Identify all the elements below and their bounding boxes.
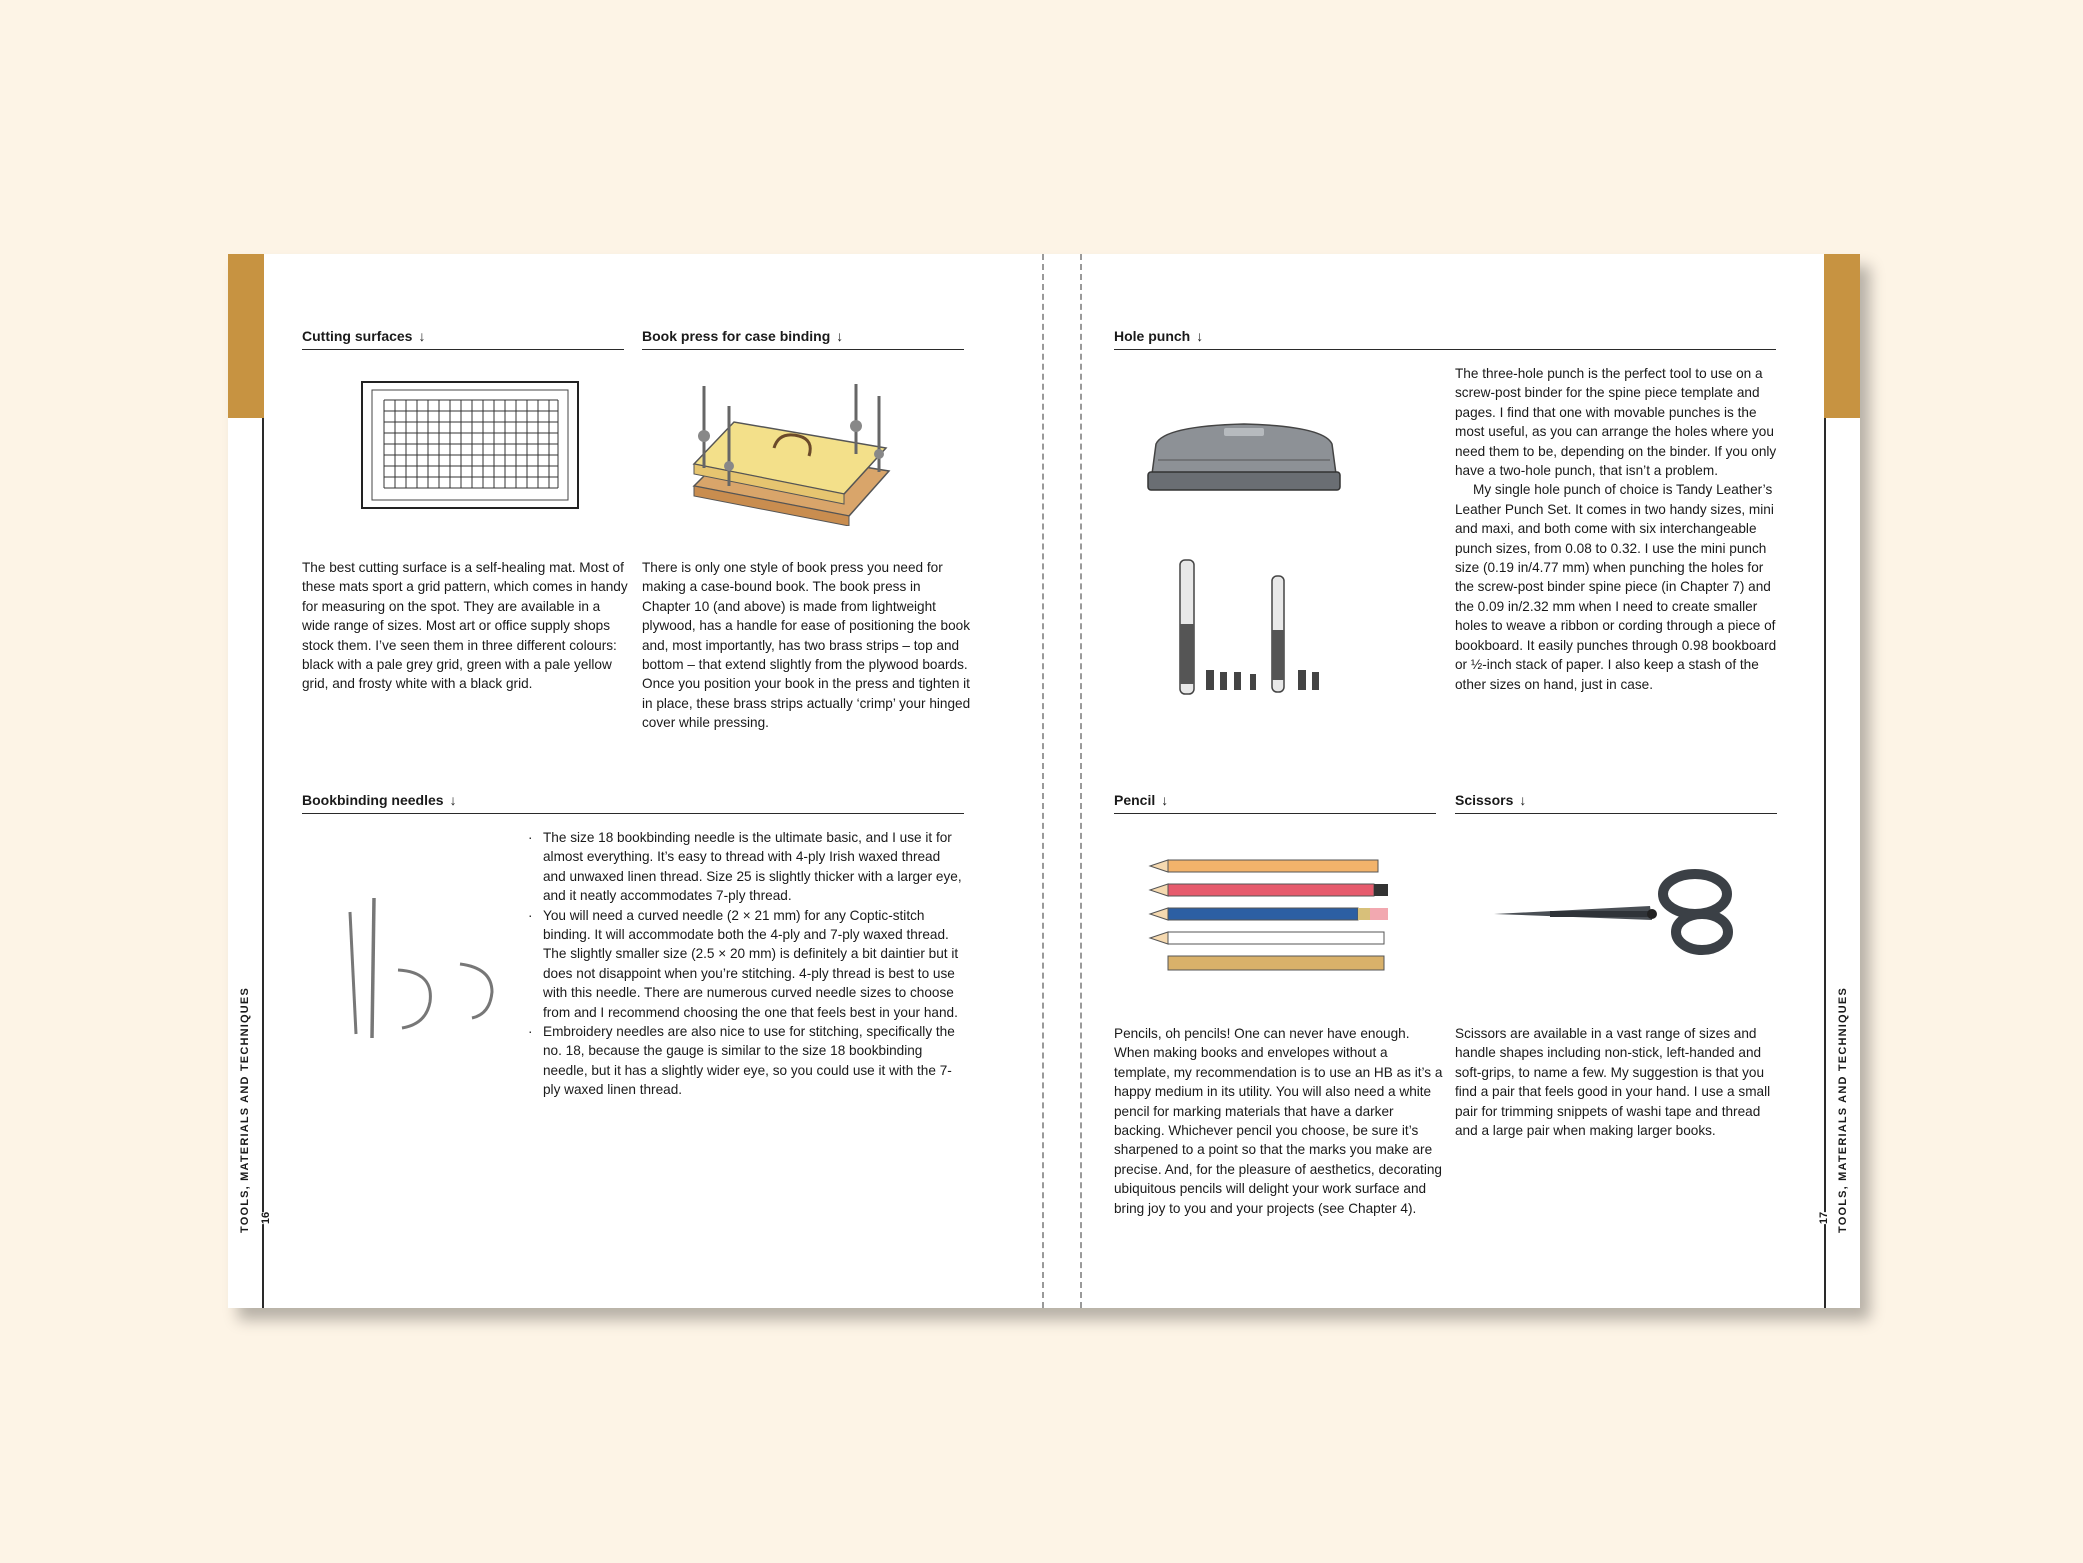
scissors-body: Scissors are available in a vast range of sizes and handle shapes including non-stick, left-handed and soft-grips, to name a few. My suggestion is that you find a pair that feels good in your hand. I use a small pair for trimming snippets of washi tape and thread and a large pair when making larger books. xyxy=(1455,1026,1771,1139)
cutting-surfaces-heading xyxy=(302,328,624,350)
needle-bullet: · Embroidery needles are also nice to use for stitching, specifically the no. 18, because the gauge is similar to the size 18 bookbinding needle, but it has a slightly wider eye, so you could use it with the 7-ply waxed linen thread. xyxy=(528,1022,966,1100)
needles-heading xyxy=(302,792,964,814)
heading-text: Bookbinding needles xyxy=(302,792,444,808)
hole-punch-para2: My single hole punch of choice is Tandy Leather’s Leather Punch Set. It comes in two handy sizes, mini and maxi, and both come with six interchangeable punch sizes, from 0.08 to 0.32. I use the mini punch size (0.19 in/4.77 mm) when punching the holes for the screw-post binder spine piece (in Chapter 7) and the 0.09 in/2.32 mm when I need to create smaller holes to weave a ribbon or cording through a piece of bookboard. It easily punches through 0.98 bookboard or ½-inch stack of paper. I also keep a stash of the other sizes on hand, just in case. xyxy=(1455,482,1777,692)
hole-punch-body xyxy=(1455,364,1785,694)
down-arrow-icon: ↓ xyxy=(1519,792,1527,808)
left-page xyxy=(228,254,1045,1308)
hole-punch-heading xyxy=(1114,328,1776,350)
page-edge-rule xyxy=(1824,418,1826,1308)
down-arrow-icon: ↓ xyxy=(449,792,457,808)
down-arrow-icon: ↓ xyxy=(1161,792,1169,808)
heading-text: Scissors xyxy=(1455,792,1514,808)
gutter-dashed-line xyxy=(1080,254,1082,1308)
needles-bullets xyxy=(528,828,966,1100)
running-head: TOOLS, MATERIALS AND TECHNIQUES xyxy=(232,985,258,1235)
book-press-body: There is only one style of book press you need for making a case-bound book. The book press in Chapter 10 (and above) is made from lightweight plywood, has a handle for ease of positioning the book and, most importantly, has two brass strips – top and bottom – that extend slightly from the plywood boards. Once you position your book in the press and tighten it in place, these brass strips actually ‘crimp’ your hinged cover while pressing. xyxy=(642,560,971,731)
page-number: 16 xyxy=(257,1212,275,1224)
scissors-heading xyxy=(1455,792,1777,814)
down-arrow-icon: ↓ xyxy=(1196,328,1204,344)
down-arrow-icon: ↓ xyxy=(418,328,426,344)
running-head: TOOLS, MATERIALS AND TECHNIQUES xyxy=(1830,985,1856,1235)
book-press-illustration xyxy=(674,376,904,526)
book-press-heading xyxy=(642,328,964,350)
pencils-illustration xyxy=(1140,854,1400,984)
page-number: 17 xyxy=(1815,1212,1833,1224)
cutting-mat-illustration xyxy=(360,380,580,510)
heading-text: Pencil xyxy=(1114,792,1156,808)
heading-text: Book press for case binding xyxy=(642,328,831,344)
cutting-surfaces-body: The best cutting surface is a self-healing mat. Most of these mats sport a grid pattern, which comes in handy for measuring on the spot. They are available in a wide range of sizes. Most art or office supply shops stock them. I’ve seen them in three different colours: black with a pale grey grid, green with a pale yellow grid, and frosty white with a black grid. xyxy=(302,560,628,692)
needle-bullet: · You will need a curved needle (2 × 21 mm) for any Coptic-stitch binding. It will accommodate both the 4-ply and 7-ply waxed thread. The slightly smaller size (2.5 × 20 mm) is definitely a bit daintier but it does not disappoint when you’re stitching. 4-ply thread is best to use with this needle. There are numerous curved needle sizes to choose from and I recommend choosing the one that feels best in your hand. xyxy=(528,906,966,1022)
needle-bullet: · The size 18 bookbinding needle is the ultimate basic, and I use it for almost everything. It’s easy to thread with 4-ply Irish waxed thread and unwaxed linen thread. Size 25 is slightly thicker with a larger eye, and it neatly accommodates 7-ply thread. xyxy=(528,828,966,906)
chapter-tab xyxy=(1824,254,1860,418)
heading-text: Cutting surfaces xyxy=(302,328,413,344)
scissors-illustration xyxy=(1490,864,1740,964)
needles-illustration xyxy=(332,892,512,1042)
leather-punch-set-illustration xyxy=(1162,554,1342,704)
pencil-body: Pencils, oh pencils! One can never have enough. When making books and envelopes without a template, my recommendation is to use an HB as it’s a happy medium in its utility. You will also need a white pencil for marking materials that have a darker backing. Whichever pencil you choose, be sure it’s sharpened to a point so that the marks you make are precise. And, for the pleasure of aesthetics, decorating ubiquitous pencils will delight your work surface and bring joy to you and your projects (see Chapter 4). xyxy=(1114,1026,1443,1216)
right-page xyxy=(1044,254,1860,1308)
book-spread xyxy=(228,254,1860,1308)
chapter-tab xyxy=(228,254,264,418)
heading-text: Hole punch xyxy=(1114,328,1191,344)
pencil-heading xyxy=(1114,792,1436,814)
hole-punch-para1: The three-hole punch is the perfect tool to use on a screw-post binder for the spine piece template and pages. I find that one with movable punches is the most useful, as you can arrange the holes where you need them to be, depending on the binder. If you only have a two-hole punch, that isn’t a problem. xyxy=(1455,366,1777,479)
down-arrow-icon: ↓ xyxy=(836,328,844,344)
three-hole-punch-illustration xyxy=(1144,414,1344,504)
page-edge-rule xyxy=(262,418,264,1308)
